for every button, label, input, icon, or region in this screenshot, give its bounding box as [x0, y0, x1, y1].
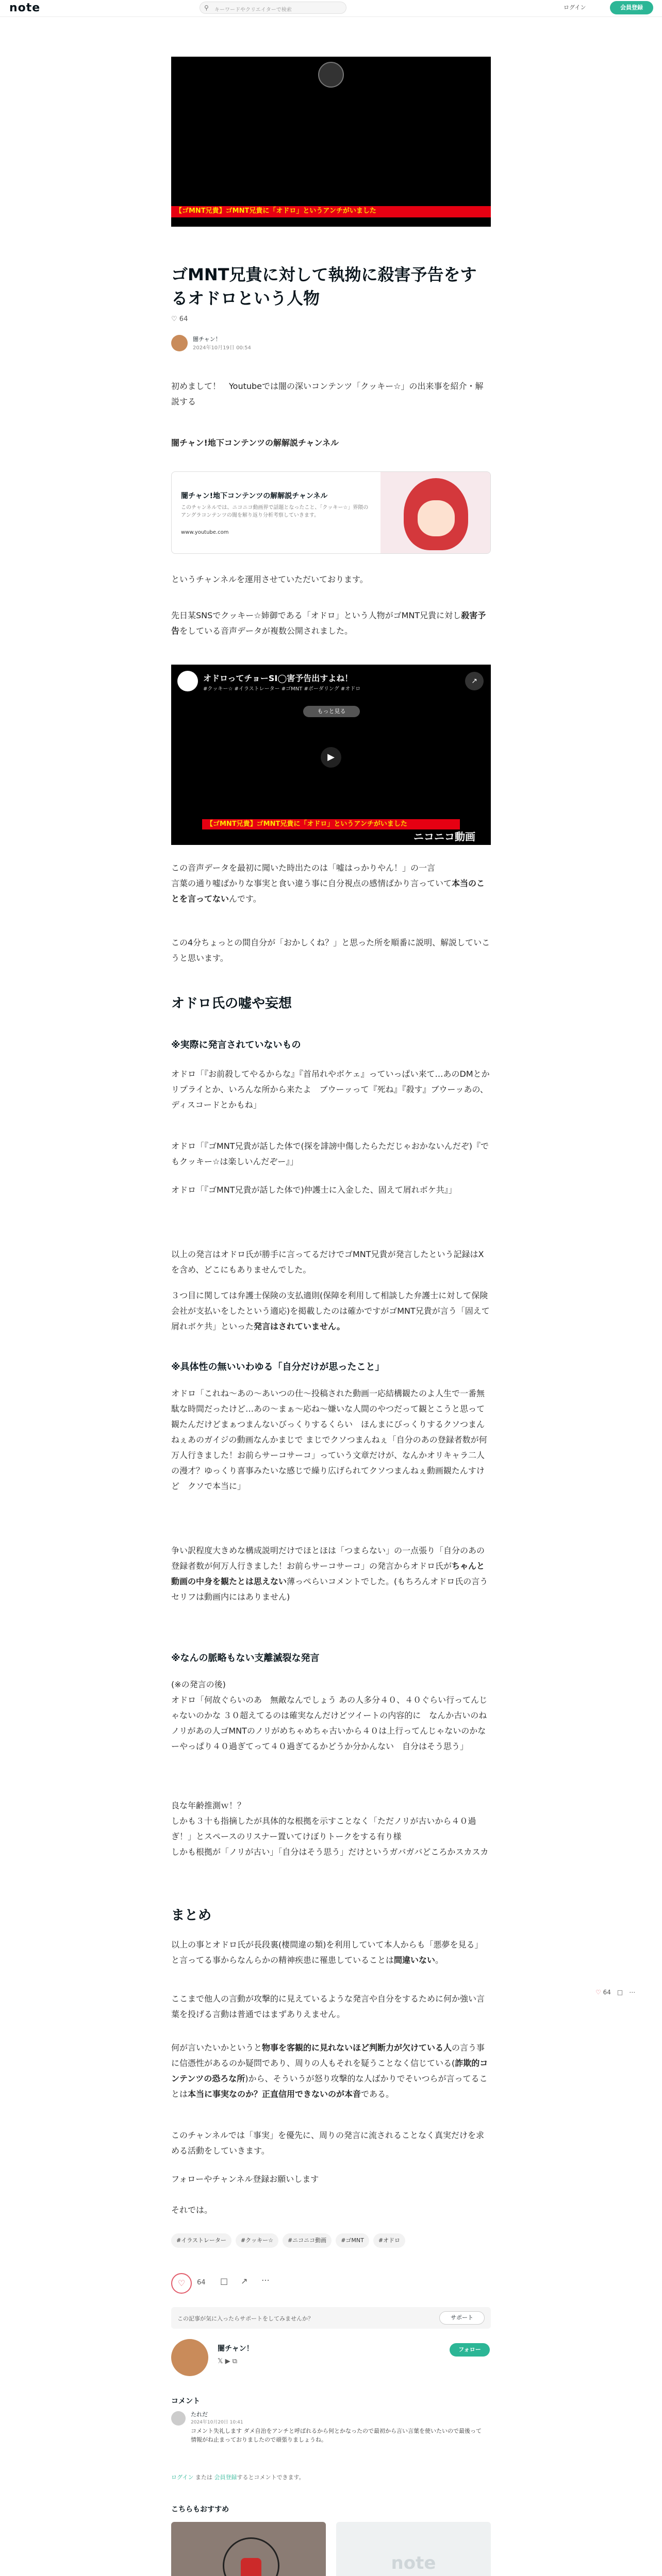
comments-section	[171, 2396, 491, 2452]
p2-bold: 殺害予告	[171, 611, 486, 636]
m3-g: である。	[361, 2089, 394, 2099]
search-box[interactable]	[200, 2, 346, 14]
commenter-avatar	[171, 2411, 186, 2426]
paragraph-8b: しかも３十も指摘したが具体的な根拠を示すことなく「ただノリが古いから４０過ぎ！」とスペースのリスナー置いてけぼりトークをする有り様	[171, 1816, 476, 1841]
share-icon[interactable]: ↗	[465, 672, 484, 690]
channel-line	[171, 435, 491, 451]
more-icon[interactable]: ⋯	[261, 2275, 270, 2285]
comment-suffix: するとコメントできます。	[237, 2474, 305, 2481]
author-name[interactable]: 闇チャン！	[193, 336, 221, 343]
summary-6: それでは。	[171, 2205, 213, 2215]
quote-1: オドロ「『お前殺してやるからな』『首吊れやボケェ』っていっぱい来て…あのDMとかリプライとか、いろんな所から来たよ ブウーッって『死ね』『殺す』ブウーッあの、ディスコードとかもね」	[171, 1069, 490, 1110]
heart-icon: ♡	[171, 315, 177, 323]
comment-login-link[interactable]: ログイン	[171, 2474, 194, 2481]
p7-text-b: 薄っぺらいコメントでした。(もちろんオドロ氏の言うセリフは動画内にはありません)	[171, 1577, 488, 1602]
tag-niconico[interactable]: #ニコニコ動画	[283, 2233, 332, 2248]
red-character	[241, 2558, 261, 2576]
subheading-subjective: ※具体性の無いいわゆる「自分だけが思ったこと」	[171, 1362, 385, 1372]
social-icons[interactable]: 𝕏 ▶ ⧉	[218, 2358, 238, 2365]
author-card	[171, 2339, 491, 2380]
tag-illustrator[interactable]: #イラストレーター	[171, 2233, 231, 2248]
author-card-name[interactable]: 闇チャン！	[218, 2345, 254, 2353]
video-embed[interactable]	[171, 665, 491, 845]
card-title: 闇チャン!地下コンテンツの解解説チャンネル	[181, 492, 328, 500]
search-placeholder: キーワードやクリエイターで検索	[214, 7, 292, 13]
author-avatar[interactable]	[171, 335, 188, 351]
share-action-icon[interactable]: ↗	[241, 2276, 248, 2286]
video-tags: #クッキー☆ #イラストレーター #ゴMNT #ボーダリング #オドロ	[203, 686, 361, 692]
floating-more-icon[interactable]: ⋯	[629, 1989, 636, 1996]
post-date: 2024年10月19日 00:54	[193, 345, 251, 351]
intro-paragraph: 初めまして！ Youtubeでは闇の深いコンテンツ「クッキー☆」の出来事を紹介・解説する	[171, 381, 484, 406]
m3-a: 何が言いたいかというと	[171, 2043, 262, 2053]
quote-3: オドロ「『ゴMNT兄貴が話した体で)仲護士に入金した、固えて屑れボケ共』」	[171, 1185, 457, 1195]
note-logo[interactable]: note	[9, 2, 41, 14]
channel-icon	[177, 671, 198, 691]
card-thumbnail	[380, 472, 491, 554]
p2-text-b: をしている音声データが複数公開されました。	[179, 626, 353, 636]
likes-count: 64	[179, 315, 188, 323]
support-button[interactable]: サポート	[439, 2311, 485, 2325]
p6-text-a: ３つ目に関しては弁護士保険の支払適則(保障を利用して相談した弁護士に対して保険会社が支払いをしたという適応)を掲載したのは確かですが	[171, 1291, 488, 1316]
floating-comment-icon[interactable]: □	[617, 1989, 623, 1996]
card-description: このチャンネルでは、ニコニコ動画界で話題となったこと、「クッキー☆」界隈のアングラコンテンツの闇を解り返り分析考察していきます。	[181, 505, 369, 518]
like-button[interactable]: ♡	[171, 2273, 192, 2294]
paragraph-6	[171, 1288, 491, 1334]
floating-like-count: 64	[603, 1989, 611, 1996]
m3-f: 本当に事実なのか？正直信用できないのが本音	[188, 2089, 361, 2099]
channel-name: 闇チャン!地下コンテンツの解解説チャンネル	[171, 438, 339, 448]
more-button[interactable]: もっと見る	[303, 706, 360, 717]
signup-button[interactable]: 会員登録	[610, 1, 653, 14]
login-link[interactable]: ログイン	[564, 4, 586, 11]
recommend-card[interactable]	[171, 2522, 326, 2576]
paragraph-2	[171, 608, 491, 639]
hero-caption: 【ゴMNT兄貴】ゴMNT兄貴に「オドロ」というアンチがいました	[171, 206, 491, 217]
subheading-incoherent: ※なんの脈略もない支離滅裂な発言	[171, 1653, 320, 1664]
support-prompt: この記事が気に入ったらサポートをしてみませんか？	[177, 2315, 313, 2322]
paragraph-7	[171, 1543, 491, 1605]
hero-image	[171, 57, 491, 227]
paragraph-5: 以上の発言はオドロ氏が勝手に言ってるだけでゴMNT兄貴が発言したという記録はXを含め、どこにもありませんでした。	[171, 1249, 484, 1275]
recommend-thumbnail	[171, 2522, 326, 2576]
floating-actions	[595, 1989, 635, 1996]
niconico-brand: ニコニコ動画	[413, 831, 475, 843]
video-caption-strip: 【ゴMNT兄貴】ゴMNT兄貴に「オドロ」というアンチがいました	[202, 819, 460, 829]
p3-bold: 本当のことを言ってない	[171, 878, 485, 904]
summary-4: このチャンネルでは「事実」を優先に、周りの発言に流されることなく真実だけを求める活動をしていきます。	[171, 2130, 485, 2156]
video-title: オドロってチョーSI◯害予告出すよね！	[203, 673, 353, 683]
m1-bold: 間違いない	[394, 1955, 436, 1965]
quote-5: オドロ「何故ぐらいのあ 無敵なんでしょう あの人多分４０、４０ぐらい行ってんじゃないのかな ３０超えてるのは確実なんだけどツイートの内容的に なんか古いのね ノリがあの人ゴMNTのノリがめちゃめちゃ古いから４０は上行ってんじゃないのかなーやっぱり４０過ぎてって４０過ぎてるかどうか分かんない 自分はそう思う」	[171, 1695, 495, 1751]
article-title: ゴMNT兄貴に対して執拗に殺害予告をするオドロという人物	[171, 265, 477, 308]
m3-b: 物事を客観的に見れないほど判断力が欠けている人	[262, 2043, 452, 2053]
tag-list	[171, 2233, 491, 2248]
card-url: www.youtube.com	[181, 530, 229, 535]
hero-avatar	[318, 62, 344, 88]
paragraph-8c: しかも根拠が「ノリが古い」「自分はそう思う」だけというガバガバどころかスカスカ	[171, 1847, 489, 1857]
tag-gomnt[interactable]: #ゴMNT	[336, 2233, 369, 2248]
comment-text: コメント失礼します ダメ自治をアンチと呼ばれるから何とかなったので最初から言い言葉を使いたいので最後って情報がね止まっておりましたので頑張りましょうね。	[191, 2428, 482, 2443]
action-bar	[171, 2272, 491, 2295]
quote-2: オドロ「『ゴMNT兄貴が話した体で(探を誹謗中傷したらただじゃおかないんだぞ)『でもクッキー☆は楽しいんだぞー』」	[171, 1141, 489, 1166]
comment-icon[interactable]: □	[220, 2276, 228, 2286]
support-box	[171, 2307, 491, 2329]
m1-end: 。	[435, 1955, 444, 1965]
comment-login-row	[171, 2473, 305, 2481]
follow-button[interactable]: フォロー	[450, 2343, 490, 2357]
recommend-title: こちらもおすすめ	[171, 2505, 229, 2514]
p7-text-a: 争い訳程度大きめな構成説明だけでほとほは「つまらない」の一点張り「自分のあの登録者数が何万人行きました！お前らサーコサーコ」の発言からオドロ氏が	[171, 1546, 485, 1571]
summary-2: ここまで他人の言動が攻撃的に見えているような発言や自分をするために何か強い言葉を投げる言動は普通ではまずありえません。	[171, 1994, 485, 2019]
comment-register-link[interactable]: 会員登録	[214, 2474, 237, 2481]
subheading-not-said: ※実際に発言されていないもの	[171, 1040, 301, 1050]
comment-date: 2024年10月20日 10:41	[191, 2420, 243, 2425]
summary-5: フォローやチャンネル登録お願いします	[171, 2174, 319, 2184]
search-icon: ⚲	[204, 4, 209, 11]
author-row	[171, 334, 377, 352]
tag-odoro[interactable]: #オドロ	[373, 2233, 405, 2248]
m1-text: 以上の事とオドロ氏が長段裏(棲間違の類)を利用していて本人からも「悪夢を見る」と言ってる事からなんらかの精神疾患に罹患していることは	[171, 1940, 483, 1965]
note-watermark: note	[391, 2553, 436, 2573]
summary-3	[171, 2040, 491, 2102]
m3-d: 詐欺的コンテンツの恐ろな所	[171, 2058, 488, 2083]
section-heading-lies: オドロ氏の嘘や妄想	[171, 996, 292, 1011]
p6-text-b: ゴMNT兄貴が言う「固えて屑れボケ共」といった	[171, 1306, 490, 1331]
recommend-thumbnail	[336, 2522, 491, 2576]
p3-text-c: んです。	[229, 894, 261, 904]
floating-like[interactable]: ♡ 64	[595, 1989, 611, 1996]
site-header	[0, 0, 662, 17]
paragraph-1: というチャンネルを運用させていただいております。	[171, 574, 368, 584]
p3-text-a: この音声データを最初に聞いた時出たのは「嘘はっかりやん！」の一言	[171, 863, 436, 873]
commenter-name[interactable]: たれだ	[191, 2411, 208, 2418]
paragraph-8a: 良な年齢推測ｗ！？	[171, 1801, 246, 1810]
quote-5-header: (※の発言の後)	[171, 1680, 226, 1689]
p2-text-a: 先日某SNSでクッキー☆姉御である「オドロ」という人物がゴMNT兄貴に対し	[171, 611, 461, 620]
p6-bold: 発言はされていません。	[254, 1321, 345, 1331]
youtube-link-card[interactable]	[171, 471, 491, 554]
like-count: 64	[197, 2279, 206, 2286]
title-likes[interactable]	[171, 315, 188, 323]
summary-1	[171, 1937, 491, 1968]
tag-cookie[interactable]: #クッキー☆	[236, 2233, 278, 2248]
m3-e: )から、そういうが怒り攻撃的な人ばかりでそいつらが言ってることは	[171, 2074, 488, 2099]
play-button-icon[interactable]: ▶	[321, 747, 341, 768]
m3-c: の言う事に信憑性があるのか疑問であり、周りの人もそれを疑うことなく信じている(	[171, 2043, 485, 2068]
author-card-avatar[interactable]	[171, 2339, 208, 2376]
section-heading-summary: まとめ	[171, 1908, 212, 1923]
paragraph-4: この4分ちょっとの間自分が「おかしくね？」と思った所を順番に説明、解説していこうと思います。	[171, 938, 490, 963]
comment-or: または	[195, 2474, 212, 2481]
paragraph-3	[171, 860, 491, 907]
p3-text-b: 言葉の通り嘘ばかりな事実と食い違う事に自分視点の感情ばかり言っていて	[171, 878, 452, 888]
recommend-card[interactable]	[336, 2522, 491, 2576]
comments-title: コメント	[171, 2397, 200, 2405]
quote-4: オドロ「これね〜あの〜あいつの仕〜投稿された動画一応結構観たのよ人生で一番無駄な時間だったけど…あの〜まぁ〜応ね〜嫌いな人間のやつだって観とこうと思って観たんだけどまぁつまんないびっくりするくらい ほんまにびっくりするクソつまんねぇあのガイジの動画なんかまじで まじでクソつまんねぇ「自分のあの登録者数が何万人行きました！お前らサーコサーコ」っていう文章だけが、なんかオリキャラ二人の漫才？ゆっくり喜事みたいな感じで繰り広げられてクソつまんねぇ動画観たんすけど クソで本当に」	[171, 1388, 487, 1491]
p7-bold: ちゃんと動画の中身を観たとは思えない	[171, 1561, 485, 1586]
character-face	[418, 500, 455, 536]
